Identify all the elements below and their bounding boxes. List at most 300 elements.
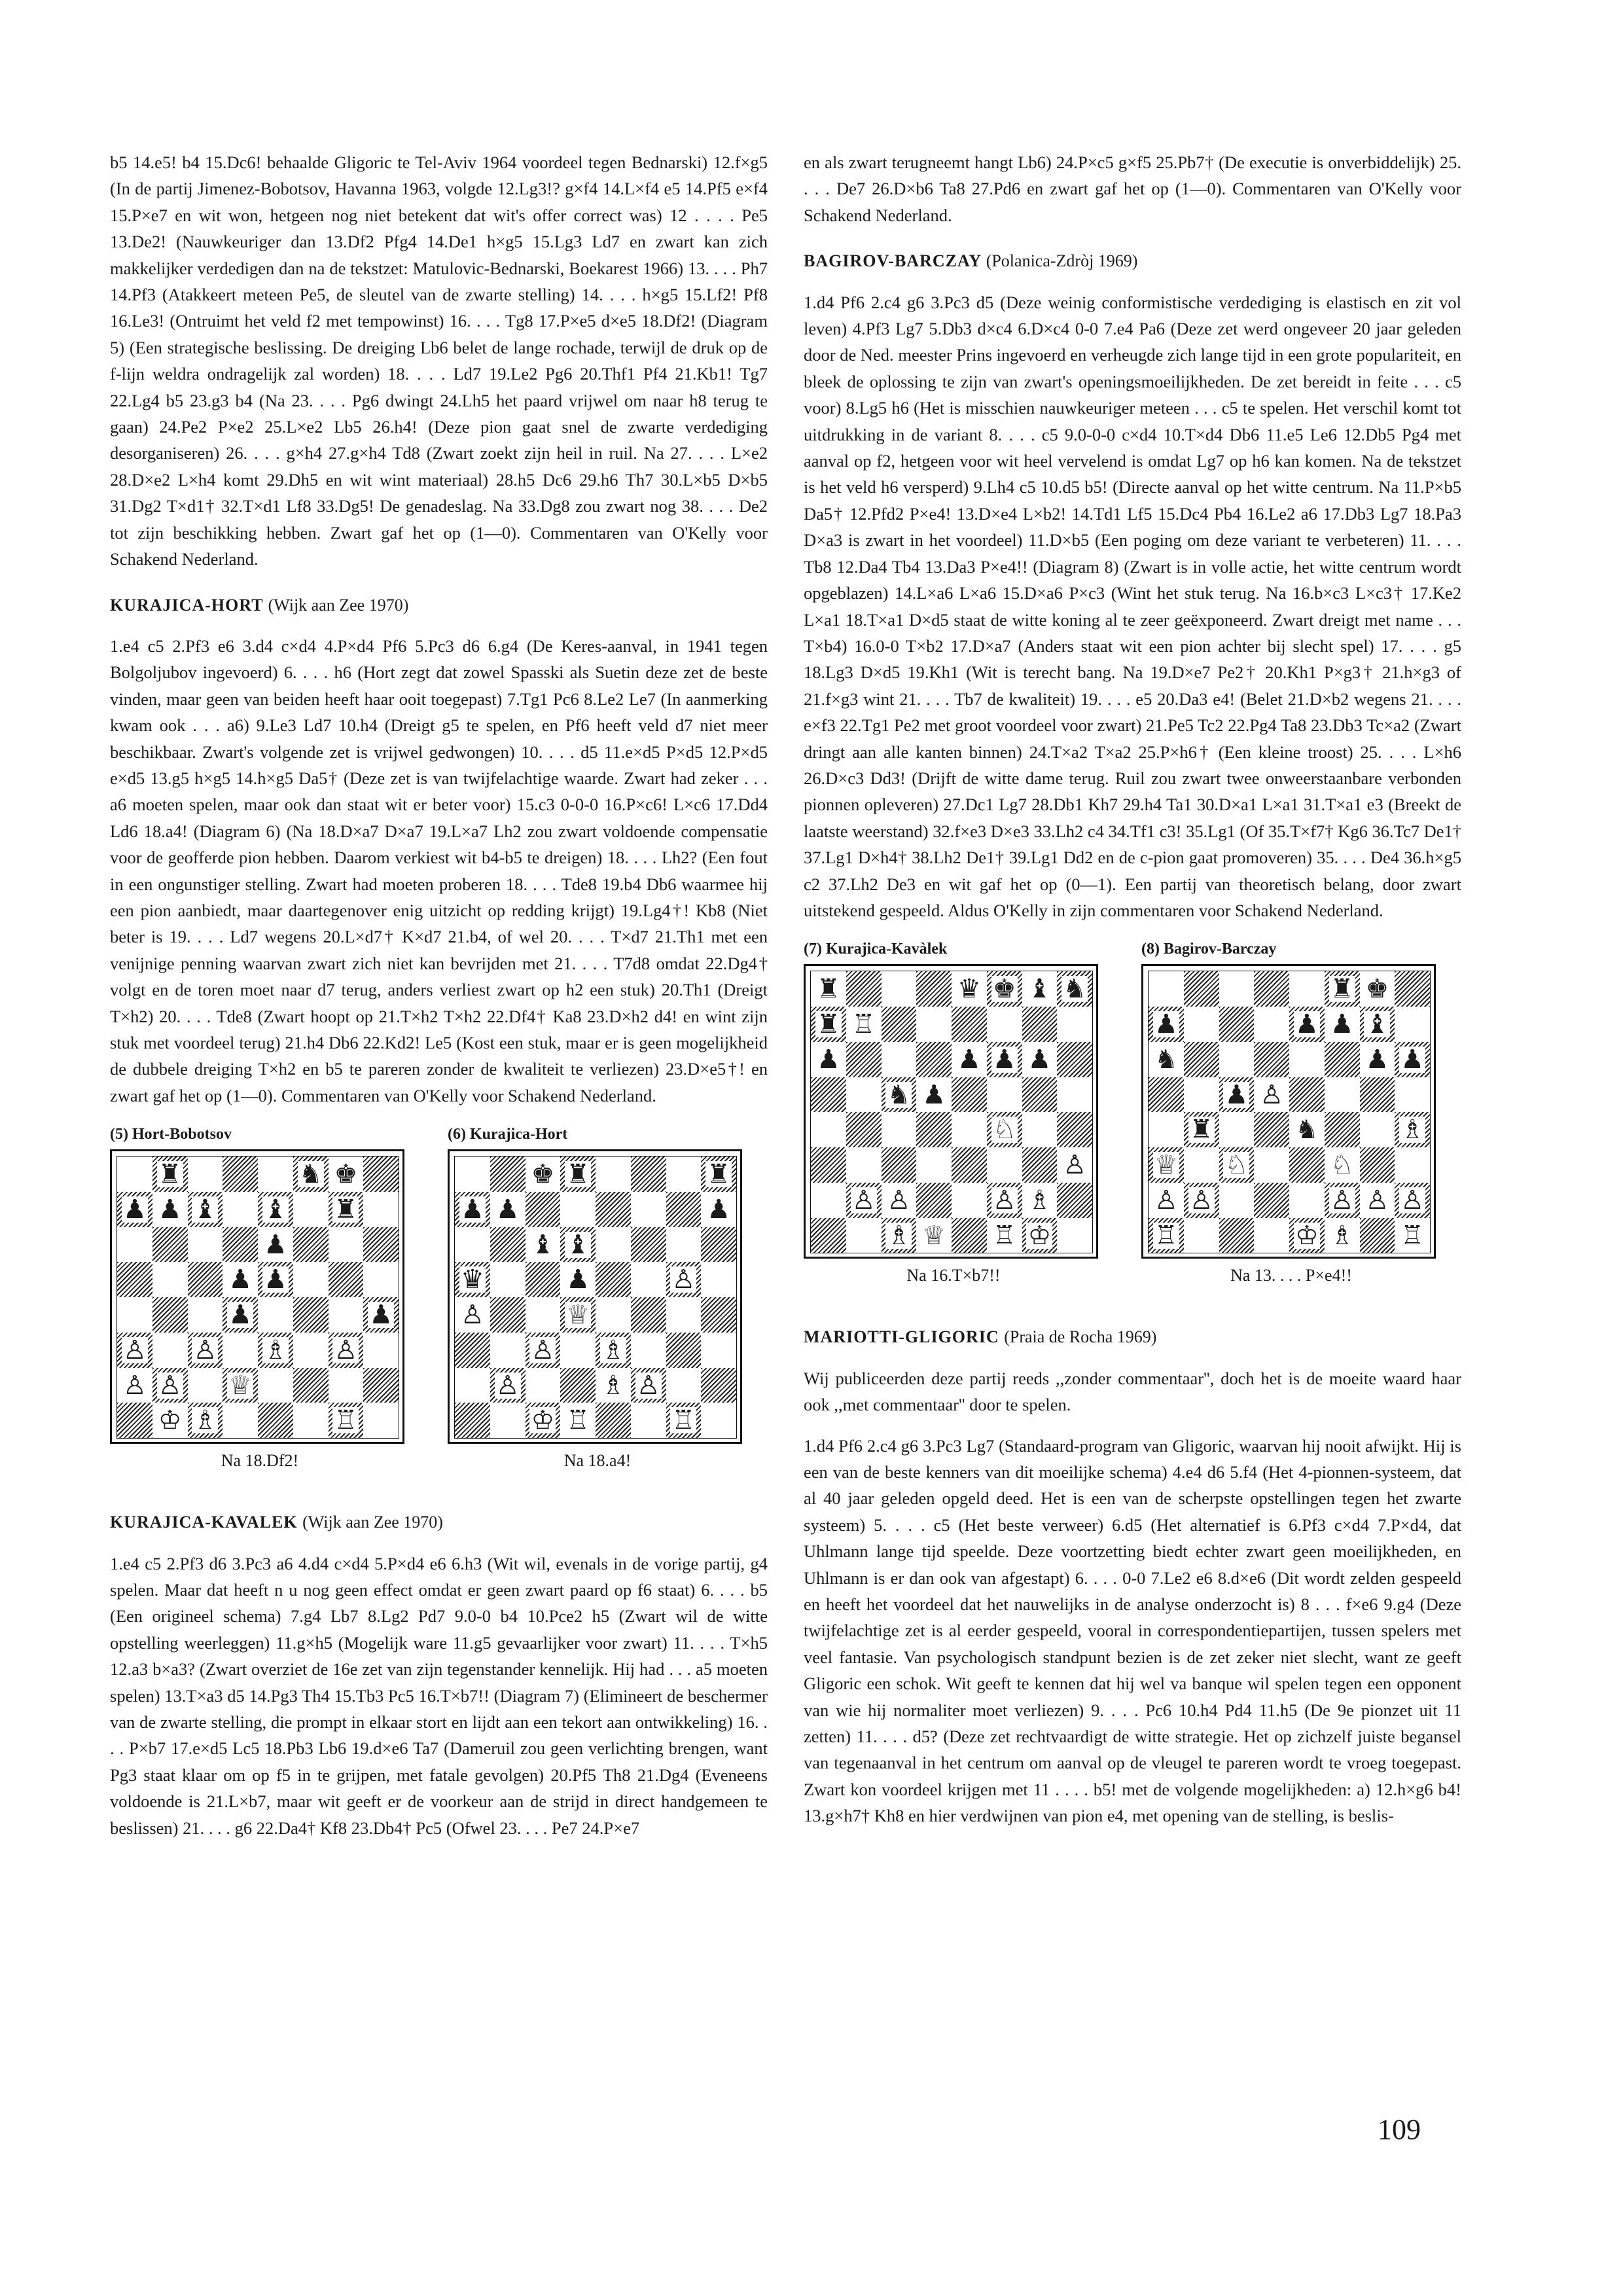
chess-board (1141, 964, 1436, 1259)
board-square (916, 1183, 952, 1218)
chess-piece-icon: ♙ (193, 1335, 217, 1365)
board-square (596, 1297, 631, 1333)
board-square (1325, 1007, 1360, 1042)
board-square (560, 1227, 596, 1263)
board-square (952, 971, 987, 1007)
board-square (666, 1368, 702, 1403)
board-square (631, 1157, 666, 1192)
board-square (882, 1007, 917, 1042)
board-square (363, 1297, 399, 1333)
board-square (1184, 1147, 1219, 1183)
board-square (490, 1227, 526, 1263)
board-square (701, 1157, 736, 1192)
board-square (1184, 1077, 1219, 1113)
board-square (916, 1147, 952, 1183)
board-square (363, 1227, 399, 1263)
board-square (1254, 1183, 1289, 1218)
board-square (223, 1403, 258, 1438)
board-square (455, 1157, 490, 1192)
board-square (188, 1333, 223, 1368)
board-square (1395, 1042, 1430, 1077)
diagram-row-5-6 (110, 1123, 768, 1490)
diagram-5 (110, 1123, 410, 1474)
board-square (987, 971, 1022, 1007)
board-square (846, 1007, 882, 1042)
board-square (1022, 1077, 1058, 1113)
board-square (1219, 971, 1255, 1007)
chess-piece-icon: ♔ (1294, 1220, 1319, 1251)
board-square (1022, 1183, 1058, 1218)
board-square (1360, 1147, 1395, 1183)
board-square (1184, 1112, 1219, 1147)
board-square (526, 1368, 561, 1403)
board-square (916, 1077, 952, 1113)
board-square (293, 1227, 329, 1263)
chess-piece-icon: ♛ (957, 974, 981, 1005)
chess-piece-icon: ♟ (263, 1265, 287, 1295)
chess-piece-icon: ♗ (1027, 1185, 1052, 1215)
board-square (987, 1112, 1022, 1147)
chess-piece-icon: ♙ (992, 1185, 1016, 1215)
game-heading-bagirov-barczay (804, 248, 1461, 274)
chess-piece-icon: ♕ (1154, 1150, 1178, 1180)
board-square (987, 1007, 1022, 1042)
board-square (363, 1333, 399, 1368)
chess-piece-icon: ♕ (228, 1370, 253, 1401)
board-square (1395, 1112, 1430, 1147)
board-square (882, 971, 917, 1007)
diagram-caption: (5) Hort-Bobotsov (110, 1126, 232, 1143)
board-square (1289, 1077, 1325, 1113)
diagram-8 (1141, 938, 1441, 1289)
board-square (329, 1192, 364, 1227)
board-square (293, 1333, 329, 1368)
board-square (811, 1007, 846, 1042)
board-square (1289, 1147, 1325, 1183)
chess-piece-icon: ♜ (816, 974, 840, 1005)
board-square (952, 1147, 987, 1183)
board-square (490, 1403, 526, 1438)
board-square (1057, 1218, 1092, 1253)
chess-piece-icon: ♙ (460, 1300, 484, 1331)
chess-piece-icon: ♝ (531, 1229, 555, 1260)
board-square (117, 1157, 152, 1192)
board-square (117, 1403, 152, 1438)
chess-piece-icon: ♞ (1063, 974, 1087, 1005)
game-title: BAGIROV-BARCZAY (804, 251, 982, 271)
board-square (329, 1333, 364, 1368)
board-square (526, 1262, 561, 1297)
board-square (1057, 1077, 1092, 1113)
board-square (455, 1192, 490, 1227)
board-square (152, 1262, 188, 1297)
board-square (1254, 1077, 1289, 1113)
board-square (329, 1297, 364, 1333)
board-square (258, 1262, 293, 1297)
board-square (916, 1042, 952, 1077)
board-square (188, 1192, 223, 1227)
chess-piece-icon: ♗ (887, 1220, 911, 1251)
board-square (1022, 1042, 1058, 1077)
chess-piece-icon: ♟ (1224, 1079, 1249, 1110)
chess-piece-icon: ♟ (816, 1044, 840, 1075)
board-square (1254, 1007, 1289, 1042)
chess-piece-icon: ♞ (1154, 1044, 1178, 1075)
chess-piece-icon: ♟ (122, 1194, 147, 1225)
board-square (329, 1262, 364, 1297)
board-square (811, 1042, 846, 1077)
board-square (666, 1262, 702, 1297)
board-square (490, 1297, 526, 1333)
board-square (1184, 971, 1219, 1007)
board-square (1149, 1077, 1184, 1113)
board-square (846, 971, 882, 1007)
chess-piece-icon: ♗ (263, 1335, 287, 1365)
chess-piece-icon: ♗ (601, 1370, 625, 1401)
board-square (811, 1218, 846, 1253)
board-square (631, 1333, 666, 1368)
board-square (701, 1403, 736, 1438)
board-square (188, 1262, 223, 1297)
board-square (152, 1192, 188, 1227)
board-square (916, 1218, 952, 1253)
board-square (152, 1368, 188, 1403)
chess-piece-icon: ♞ (298, 1159, 323, 1190)
board-square (455, 1403, 490, 1438)
chess-piece-icon: ♔ (158, 1405, 182, 1436)
diagram-subcaption: Na 13. . . . P×e4!! (1230, 1266, 1352, 1285)
board-square (987, 1042, 1022, 1077)
board-square (560, 1262, 596, 1297)
board-square (811, 1147, 846, 1183)
chess-board (804, 964, 1098, 1259)
board-square (152, 1403, 188, 1438)
chess-piece-icon: ♙ (334, 1335, 358, 1365)
board-square (1395, 1077, 1430, 1113)
board-square (152, 1227, 188, 1263)
board-square (258, 1333, 293, 1368)
board-square (152, 1297, 188, 1333)
chess-piece-icon: ♟ (957, 1044, 981, 1075)
board-square (117, 1262, 152, 1297)
board-square (329, 1403, 364, 1438)
board-square (1057, 1183, 1092, 1218)
board-square (455, 1333, 490, 1368)
chess-piece-icon: ♜ (1330, 974, 1354, 1005)
board-square (1325, 1077, 1360, 1113)
board-square (1219, 1183, 1255, 1218)
board-square (526, 1333, 561, 1368)
board-square (631, 1297, 666, 1333)
board-square (916, 1007, 952, 1042)
board-square (363, 1157, 399, 1192)
board-square (1289, 971, 1325, 1007)
board-square (666, 1157, 702, 1192)
board-square (1360, 971, 1395, 1007)
chess-piece-icon: ♟ (1154, 1009, 1178, 1039)
board-square (1395, 1218, 1430, 1253)
chess-piece-icon: ♘ (992, 1115, 1016, 1145)
board-square (1149, 1007, 1184, 1042)
board-square (952, 1042, 987, 1077)
board-square (1057, 971, 1092, 1007)
game-event: (Wijk aan Zee 1970) (302, 1513, 443, 1532)
board-square (952, 1218, 987, 1253)
board-square (188, 1227, 223, 1263)
chess-piece-icon: ♖ (334, 1405, 358, 1436)
diagram-7 (804, 938, 1103, 1289)
chess-piece-icon: ♜ (334, 1194, 358, 1225)
board-square (1057, 1147, 1092, 1183)
board-square (223, 1227, 258, 1263)
board-square (1289, 1218, 1325, 1253)
chess-piece-icon: ♟ (1365, 1044, 1389, 1075)
board-square (1149, 971, 1184, 1007)
board-square (1184, 1218, 1219, 1253)
chess-piece-icon: ♙ (887, 1185, 911, 1215)
chess-piece-icon: ♝ (1365, 1009, 1389, 1039)
board-square (258, 1192, 293, 1227)
chess-piece-icon: ♗ (1330, 1220, 1354, 1251)
diagram-caption: (7) Kurajica-Kavàlek (804, 941, 948, 958)
chess-piece-icon: ♟ (158, 1194, 182, 1225)
diagram-caption: (8) Bagirov-Barczay (1141, 941, 1277, 958)
board-square (952, 1112, 987, 1147)
chess-piece-icon: ♗ (601, 1335, 625, 1365)
game-title: KURAJICA-KAVALEK (110, 1513, 298, 1532)
board-square (846, 1183, 882, 1218)
board-square (1360, 1077, 1395, 1113)
board-square (701, 1192, 736, 1227)
board-square (1022, 1007, 1058, 1042)
right-column (804, 149, 1461, 1844)
chess-piece-icon: ♟ (369, 1300, 393, 1331)
board-square (526, 1403, 561, 1438)
board-square (1289, 1042, 1325, 1077)
game-event: (Wijk aan Zee 1970) (268, 595, 409, 615)
board-square (1184, 1007, 1219, 1042)
board-square (117, 1192, 152, 1227)
board-square (952, 1007, 987, 1042)
board-square (1254, 1042, 1289, 1077)
chess-piece-icon: ♝ (263, 1194, 287, 1225)
board-square (258, 1227, 293, 1263)
board-square (560, 1333, 596, 1368)
chess-piece-icon: ♖ (992, 1220, 1016, 1251)
board-square (1057, 1042, 1092, 1077)
chess-piece-icon: ♙ (671, 1265, 696, 1295)
board-square (223, 1192, 258, 1227)
board-square (1219, 1007, 1255, 1042)
board-square (117, 1297, 152, 1333)
chess-board (448, 1149, 742, 1444)
chess-piece-icon: ♞ (887, 1079, 911, 1110)
board-square (1254, 1112, 1289, 1147)
board-square (596, 1368, 631, 1403)
board-square (846, 1042, 882, 1077)
board-square (631, 1262, 666, 1297)
game-text-kurajica-kavalek: 1.e4 c5 2.Pf3 d6 3.Pc3 a6 4.d4 c×d4 5.P×d4 e6 6.h3 (Wit wil, evenals in de vorige partij, g4 spelen. Maar dat heeft n u nog geen effect omdat er geen zwart paard op f6 staat) 6. . . . b5 (Een origineel schema) 7.g4 Lb7 8.Lg2 Pd7 9.0-0 b4 10.Pce2 h5 (Zwart wil de witte opstelling weerleggen) 11.g×h5 (Mogelijk ware 11.g5 gevaarlijker voor zwart) 11. . . . T×h5 12.a3 b×a3? (Zwart overziet de 16e zet van zijn tegenstander kennelijk. Hij had . . . a5 moeten spelen) 13.T×a3 d5 14.Pg3 Th4 15.Tb3 Pc5 16.T×b7!! (Diagram 7) (Elimineert de beschermer van de zwarte stelling, die prompt in elkaar stort en lijdt aan een tekort aan ontwikkeling) 16. . . . P×b7 17.e×d5 Lc5 18.Pb3 Lb6 19.d×e6 Ta7 (Dameruil zou geen verlichting brengen, want Pg3 staat klaar om op f5 in te grijpen, met fatale gevolgen) 20.Pf5 Th8 21.Dg4 (Eveneens voldoende is 21.L×b7, maar wit geeft er de voorkeur aan de strijd in direct handgemeen te beslissen) 21. . . . g6 22.Da4† Kf8 23.Db4† Pc5 (Ofwel 23. . . . Pe7 24.P×e7 (110, 1553, 768, 1838)
board-square (526, 1297, 561, 1333)
chess-piece-icon: ♙ (158, 1370, 182, 1401)
board-square (560, 1403, 596, 1438)
board-square (490, 1333, 526, 1368)
game-event: (Praia de Rocha 1969) (1004, 1327, 1157, 1347)
board-square (188, 1157, 223, 1192)
board-square (666, 1333, 702, 1368)
board-square (117, 1227, 152, 1263)
board-square (846, 1218, 882, 1253)
chess-piece-icon: ♚ (992, 974, 1016, 1005)
board-square (882, 1077, 917, 1113)
board-square (188, 1297, 223, 1333)
board-square (152, 1333, 188, 1368)
right-continuation-text: en als zwart terugneemt hangt Lb6) 24.P×c5 g×f5 25.Pb7† (De executie is onverbiddelijk) 25. . . . De7 26.D×b6 Ta8 27.Pd6 en zwart gaf het op (1—0). Commentaren van O'Kelly voor Schakend Nederland. (804, 152, 1461, 225)
board-square (1289, 1183, 1325, 1218)
board-square (223, 1157, 258, 1192)
chess-piece-icon: ♝ (1027, 974, 1052, 1005)
board-square (329, 1227, 364, 1263)
chess-piece-icon: ♟ (228, 1265, 253, 1295)
board-square (490, 1262, 526, 1297)
board-square (952, 1077, 987, 1113)
left-column (110, 149, 768, 1856)
chess-piece-icon: ♟ (495, 1194, 520, 1225)
board-square (1360, 1218, 1395, 1253)
board-square (560, 1368, 596, 1403)
board-square (1219, 1042, 1255, 1077)
board-square (293, 1157, 329, 1192)
board-square (526, 1227, 561, 1263)
chess-piece-icon: ♙ (495, 1370, 520, 1401)
chess-piece-icon: ♙ (1330, 1185, 1354, 1215)
board-square (596, 1262, 631, 1297)
board-square (811, 1077, 846, 1113)
board-square (596, 1157, 631, 1192)
board-square (1254, 1218, 1289, 1253)
chess-piece-icon: ♟ (1330, 1009, 1354, 1039)
board-square (1149, 1042, 1184, 1077)
board-square (223, 1297, 258, 1333)
chess-piece-icon: ♛ (460, 1265, 484, 1295)
board-square (987, 1183, 1022, 1218)
chess-piece-icon: ♙ (1365, 1185, 1389, 1215)
game-title: KURAJICA-HORT (110, 595, 264, 615)
chess-piece-icon: ♜ (158, 1159, 182, 1190)
board-square (987, 1218, 1022, 1253)
board-square (1395, 1147, 1430, 1183)
board-square (223, 1262, 258, 1297)
board-square (490, 1368, 526, 1403)
left-continuation-text: b5 14.e5! b4 15.Dc6! behaalde Gligoric te Tel-Aviv 1964 voordeel tegen Bednarski) 12.f×g5 (In de partij Jimenez-Bobotsov, Havanna 1963, volgde 12.Lg3!? g×f4 14.L×f4 e5 14.Pf5 e×f4 15.P×e7 en wit won, hetgeen nog niet betekent dat wit's offer correct was) 12 . . . . Pe5 13.De2! (Nauwkeuriger dan 13.Df2 Pfg4 14.De1 h×g5 15.Lg3 Ld7 en zwart kan zich makkelijker verdedigen dan na de tekstzet: Matulovic-Bednarski, Boekarest 1966) 13. . . . Ph7 14.Pf3 (Atakkeert meteen Pe5, de sleutel van de zwarte stelling) 14. . . . h×g5 15.Lf2! Pf8 16.Le3! (Ontruimt het veld f2 met tempowinst) 16. . . . Tg8 17.P×e5 d×e5 18.Df2! (Diagram 5) (Een strategische beslissing. De dreiging Lb6 belet de lange rochade, terwijl de druk op de f-lijn weldra ondragelijk zal worden) 18. . . . Ld7 19.Le2 Pg6 20.Thf1 Pf4 21.Kb1! Tg7 22.Lg4 b5 23.g3 b4 (Na 23. . . . Pg6 dwingt 24.Lh5 het paard vrijwel om naar h8 terug te gaan) 24.Pe2 P×e2 25.L×e2 Lb5 26.h4! (Deze pion gaat snel de zwarte verdediging desorganiseren) 26. . . . g×h4 27.g×h4 Td8 (Zwart zoekt zijn heil in ruil. Na 27. . . . L×e2 28.D×e2 L×h4 komt 29.Dh5 en wit wint materiaal) 28.h5 Dc6 29.h6 Th7 30.L×b5 D×b5 31.Dg2 T×d1† 32.T×d1 Lf8 33.Dg5! De genadeslag. Na 33.Dg8 zou zwart nog 38. . . . De2 tot zijn beschikking hebben. Zwart gaf het op (1—0). Commentaren van O'Kelly voor Schakend Nederland. (110, 152, 768, 569)
game-intro-mariotti-gligoric: Wij publiceerden deze partij reeds ,,zonder commentaar'', doch het is de moeite waard haar ook ,,met commentaar'' door te spelen. (804, 1368, 1461, 1415)
board-square (1325, 971, 1360, 1007)
board-square (846, 1147, 882, 1183)
chess-board (110, 1149, 404, 1444)
board-square (882, 1218, 917, 1253)
chess-piece-icon: ♙ (1063, 1150, 1087, 1180)
board-square (293, 1297, 329, 1333)
board-square (701, 1297, 736, 1333)
board-square (1360, 1183, 1395, 1218)
board-square (1219, 1218, 1255, 1253)
board-square (1325, 1112, 1360, 1147)
game-text-bagirov-barczay: 1.d4 Pf6 2.c4 g6 3.Pc3 d5 (Deze weinig conformistische verdediging is elastisch en zit vol leven) 4.Pf3 Lg7 5.Db3 d×c4 6.D×c4 0-0 7.e4 Pa6 (Deze zet werd ongeveer 20 jaar geleden door de Ned. meester Prins ingevoerd en verheugde zich lange tijd in een grote populariteit, en bleek de oplossing te zijn van zwart's openingsmoeilijkheden. De zet bereidt in feite . . . c5 voor) 8.Lg5 h6 (Het is misschien nauwkeuriger meteen . . . c5 te spelen. Het verschil komt tot uitdrukking in de variant 8. . . . c5 9.0-0-0 c×d4 10.T×d4 Db6 11.e5 Le6 12.Db5 Pg4 met aanval op f2, hetgeen voor wit heel vervelend is omdat Lg7 op h6 kan komen. Na de tekstzet is het veld h6 versperd) 9.Lh4 c5 10.d5 b5! (Directe aanval op het witte centrum. Na 11.P×b5 Da5† 12.Pfd2 P×e4! 13.D×e4 L×b2! 14.Td1 Lf5 15.Dc4 Pb4 16.Le2 a6 17.Db3 Lg7 18.Pa3 D×a3 is zwart in het voordeel) 11.D×b5 (Een poging om deze variant te verbeteren) 11. . . . Tb8 12.Da4 Tb4 13.Da3 P×e4!! (Diagram 8) (Zwart is in volle actie, het witte centrum wordt opgeblazen) 14.L×a6 L×a6 15.D×a6 P×c3 (Wint het stuk terug. Na 16.b×c3 L×c3† 17.Ke2 L×a1 18.T×a1 D×d5 staat de witte koning al te zeer geëxponeerd. Zwart dreigt met name . . . T×b4) 16.0-0 T×b2 17.D×a7 (Anders staat wit een pion achter bij slecht spel) 17. . . . g5 18.Lg3 D×d5 19.Kh1 (Wit is terecht bang. Na 19.D×e7 Pe2† 20.Kh1 P×g3† 21.h×g3 of 21.f×g3 wint 21. . . . Tb7 de kwaliteit) 19. . . . e5 20.Da3 e4! (Belet 21.D×b2 wegens 21. . . . e×f3 22.Tg1 Pe2 met groot voordeel voor zwart) 21.Pe5 Tc2 22.Pg4 Ta8 23.Db3 Tc×a2 (Zwart dringt aan alle kanten binnen) 24.T×a2 T×a2 25.P×h6† (Een kleine troost) 25. . . . L×h6 26.D×c3 Dd3! (Drijft de witte dame terug. Ruil zou zwart twee onweerstaanbare verbonden pionnen opleveren) 27.Dc1 Lg7 28.Db1 Kh7 29.h4 Ta1 30.D×a1 L×a1 31.T×a1 e3 (Breekt de laatste weerstand) 32.f×e3 D×e3 33.Lh2 c4 34.Tf1 c3! 35.Lg1 (Of 35.T×f7† Kg6 36.Tc7 De1† 37.Lg1 D×h4† 38.Lh2 De1† 39.Lg1 Dd2 en de c-pion gaat promoveren) 35. . . . De4 36.h×g5 c2 37.Lh2 De3 en wit gaf het op (0—1). Een partij van theoretisch belang, door zwart uitstekend gespeeld. Aldus O'Kelly in zijn commentaren voor Schakend Nederland. (804, 292, 1461, 920)
game-title: MARIOTTI-GLIGORIC (804, 1327, 999, 1347)
board-square (1022, 971, 1058, 1007)
chess-piece-icon: ♟ (922, 1079, 946, 1110)
chess-piece-icon: ♙ (636, 1370, 660, 1401)
board-square (701, 1262, 736, 1297)
board-square (329, 1157, 364, 1192)
chess-piece-icon: ♔ (1027, 1220, 1052, 1251)
chess-piece-icon: ♟ (707, 1194, 731, 1225)
board-square (916, 971, 952, 1007)
board-square (363, 1192, 399, 1227)
chess-piece-icon: ♟ (263, 1229, 287, 1260)
board-square (1219, 1112, 1255, 1147)
board-square (701, 1333, 736, 1368)
chess-piece-icon: ♗ (193, 1405, 217, 1436)
board-square (1184, 1183, 1219, 1218)
board-square (1149, 1218, 1184, 1253)
board-square (811, 1112, 846, 1147)
game-heading-kurajica-hort (110, 592, 768, 619)
diagram-subcaption: Na 16.T×b7!! (906, 1266, 1001, 1285)
board-square (293, 1262, 329, 1297)
chess-piece-icon: ♟ (1027, 1044, 1052, 1075)
board-square (631, 1192, 666, 1227)
board-square (631, 1368, 666, 1403)
chess-piece-icon: ♝ (193, 1194, 217, 1225)
chess-piece-icon: ♘ (1330, 1150, 1354, 1180)
board-square (1325, 1183, 1360, 1218)
board-square (363, 1403, 399, 1438)
chess-piece-icon: ♙ (122, 1370, 147, 1401)
chess-piece-icon: ♚ (334, 1159, 358, 1190)
game-heading-mariotti-gligoric (804, 1324, 1461, 1350)
chess-piece-icon: ♟ (1400, 1044, 1425, 1075)
board-square (987, 1077, 1022, 1113)
chess-piece-icon: ♙ (531, 1335, 555, 1365)
board-square (1057, 1112, 1092, 1147)
chess-piece-icon: ♗ (1400, 1115, 1425, 1145)
board-square (1057, 1007, 1092, 1042)
board-square (916, 1112, 952, 1147)
chess-piece-icon: ♟ (228, 1300, 253, 1331)
board-square (811, 971, 846, 1007)
chess-piece-icon: ♘ (1224, 1150, 1249, 1180)
board-square (223, 1368, 258, 1403)
board-square (329, 1368, 364, 1403)
chess-piece-icon: ♖ (671, 1405, 696, 1436)
board-square (293, 1368, 329, 1403)
board-square (1149, 1147, 1184, 1183)
board-square (1360, 1042, 1395, 1077)
board-square (1395, 971, 1430, 1007)
chess-piece-icon: ♚ (1365, 974, 1389, 1005)
board-square (363, 1368, 399, 1403)
board-square (258, 1297, 293, 1333)
board-square (455, 1227, 490, 1263)
board-square (117, 1368, 152, 1403)
board-square (1289, 1007, 1325, 1042)
board-square (1219, 1077, 1255, 1113)
board-square (882, 1147, 917, 1183)
chess-piece-icon: ♕ (922, 1220, 946, 1251)
board-square (1149, 1183, 1184, 1218)
diagram-subcaption: Na 18.Df2! (221, 1451, 299, 1471)
